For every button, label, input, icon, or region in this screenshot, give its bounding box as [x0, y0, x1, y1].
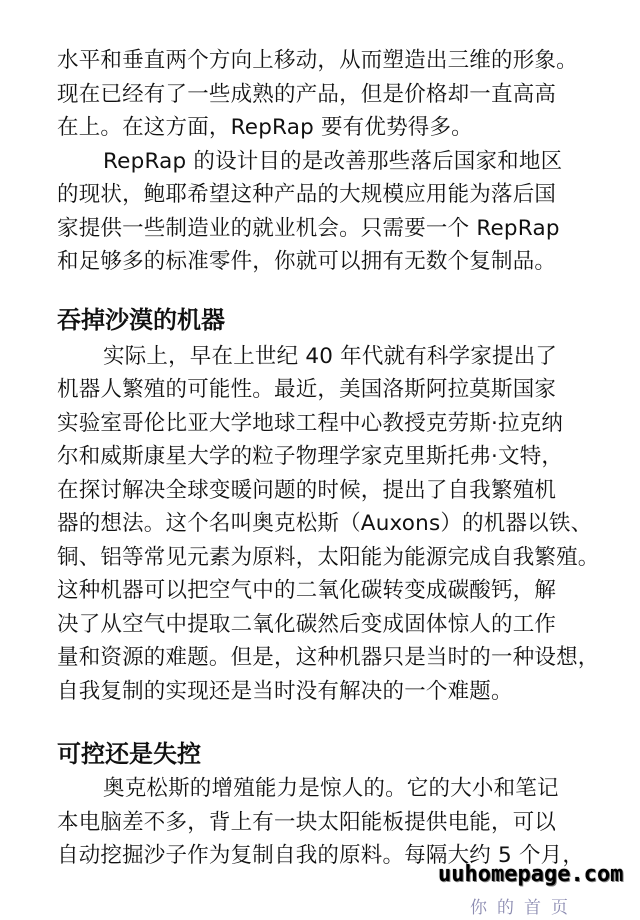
text-line: 实验室哥伦比亚大学地球工程中心教授克劳斯·拉克纳 [57, 410, 564, 436]
text-line: 和足够多的标准零件，你就可以拥有无数个复制品。 [57, 249, 557, 274]
text-line: 本电脑差不多，背上有一块太阳能板提供电能，可以 [57, 809, 557, 835]
paragraph-auxons [57, 340, 617, 709]
paragraph-growth [57, 772, 617, 873]
watermark-site: uuhomepage.com [438, 862, 624, 887]
document-page [57, 44, 617, 873]
text-line: 在探讨解决全球变暖问题的时候，提出了自我繁殖机 [57, 477, 557, 503]
section-heading-control: 可控还是失控 [57, 739, 201, 768]
text-line: 这种机器可以把空气中的二氧化碳转变成碳酸钙，解 [57, 578, 557, 603]
text-line: 的现状，鲍耶希望这种产品的大规模应用能为落后国 [57, 182, 557, 207]
text-line: 器的想法。这个名叫奥克松斯（Auxons）的机器以铁、 [57, 511, 593, 536]
text-line: 实际上，早在上世纪 40 年代就有科学家提出了 [103, 343, 558, 369]
section-heading-desert-machine: 吞掉沙漠的机器 [57, 304, 225, 334]
text-line: 现在已经有了一些成熟的产品，但是价格却一直高高 [57, 81, 557, 107]
watermark-caption: 你的首页 [470, 898, 578, 918]
text-line: 在上。在这方面，RepRap 要有优势得多。 [57, 115, 473, 140]
text-line: 量和资源的难题。但是，这种机器只是当时的一种设想， [57, 645, 600, 670]
text-line: 决了从空气中提取二氧化碳然后变成固体惊人的工作 [57, 611, 557, 637]
text-line: 自我复制的实现还是当时没有解决的一个难题。 [57, 678, 513, 704]
text-line: RepRap 的设计目的是改善那些落后国家和地区 [103, 148, 563, 174]
text-line: 尔和威斯康星大学的粒子物理学家克里斯托弗·文特， [57, 444, 564, 469]
text-line: 奥克松斯的增殖能力是惊人的。它的大小和笔记 [103, 776, 559, 801]
text-line: 机器人繁殖的可能性。最近，美国洛斯阿拉莫斯国家 [57, 377, 557, 402]
paragraph-reprap [57, 145, 617, 279]
text-line: 水平和垂直两个方向上移动，从而塑造出三维的形象。 [57, 48, 578, 73]
text-line: 自动挖掘沙子作为复制自我的原料。每隔大约 5 个月， [57, 843, 585, 868]
text-line: 家提供一些制造业的就业机会。只需要一个 RepRap [57, 215, 560, 241]
text-line: 铜、铝等常见元素为原料，太阳能为能源完成自我繁殖。 [57, 544, 600, 570]
paragraph-continued [57, 44, 617, 145]
